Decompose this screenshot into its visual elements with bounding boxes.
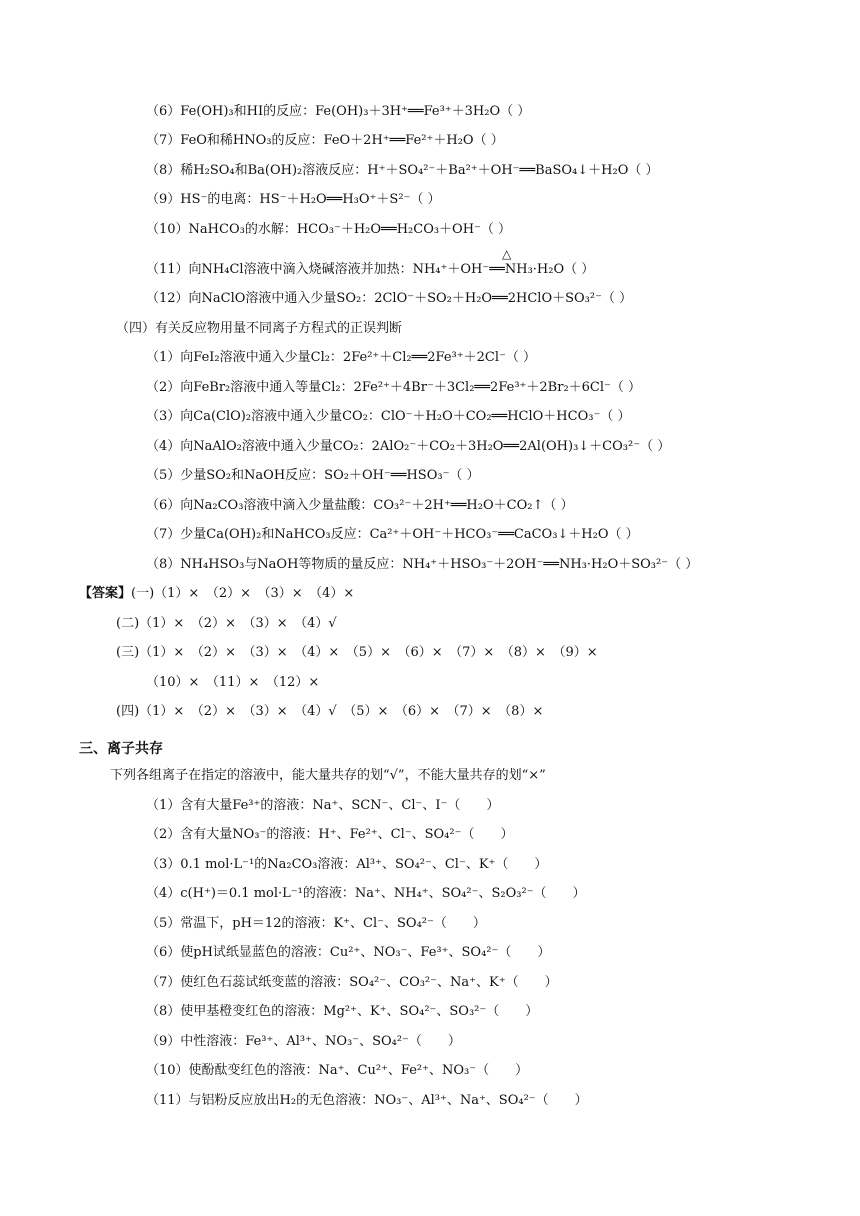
coexistence-item-6: （6）使pH试纸显蓝色的溶液：Cu²⁺、NO₃⁻、Fe³⁺、SO₄²⁻（ ） bbox=[146, 945, 551, 960]
section3-heading: 三、离子共存 bbox=[79, 741, 163, 757]
answer-block-line-1 bbox=[79, 584, 354, 604]
equation-item-4-7: （7）少量Ca(OH)₂和NaHCO₃反应：Ca²⁺＋OH⁻＋HCO₃⁻══CaCO₃↓＋H₂O（ ） bbox=[146, 527, 639, 542]
equation-item-3-7: （7）FeO和稀HNO₃的反应：FeO＋2H⁺══Fe²⁺＋H₂O（ ） bbox=[146, 133, 504, 148]
coexistence-item-10: （10）使酚酞变红色的溶液：Na⁺、Cu²⁺、Fe²⁺、NO₃⁻（ ） bbox=[146, 1063, 529, 1078]
equation-item-3-10: （10）NaHCO₃的水解：HCO₃⁻＋H₂O══H₂CO₃＋OH⁻（ ） bbox=[146, 222, 512, 237]
equation-item-3-6: （6）Fe(OH)₃和HI的反应：Fe(OH)₃＋3H⁺══Fe³⁺＋3H₂O（ ） bbox=[146, 104, 531, 119]
coexistence-item-8: （8）使甲基橙变红色的溶液：Mg²⁺、K⁺、SO₄²⁻、SO₃²⁻（ ） bbox=[146, 1004, 539, 1019]
coexistence-item-11: （11）与铝粉反应放出H₂的无色溶液：NO₃⁻、Al³⁺、Na⁺、SO₄²⁻（ ） bbox=[146, 1093, 588, 1108]
equation-item-4-1: （1）向FeI₂溶液中通入少量Cl₂：2Fe²⁺＋Cl₂══2Fe³⁺＋2Cl⁻（ ） bbox=[146, 350, 536, 365]
equation-item-4-8: （8）NH₄HSO₃与NaOH等物质的量反应：NH₄⁺＋HSO₃⁻＋2OH⁻══NH₃·H₂O＋SO₃²⁻（ ） bbox=[146, 557, 699, 572]
coexistence-item-4: （4）c(H⁺)＝0.1 mol·L⁻¹的溶液：Na⁺、NH₄⁺、SO₄²⁻、S₂O₃²⁻（ ） bbox=[146, 886, 586, 901]
equation-item-3-11: （11）向NH₄Cl溶液中滴入烧碱溶液并加热：NH₄⁺＋OH⁻══NH₃·H₂O（ ） bbox=[146, 262, 595, 277]
answer-label: 【答案】 bbox=[79, 586, 132, 601]
coexistence-item-2: （2）含有大量NO₃⁻的溶液：H⁺、Fe²⁺、Cl⁻、SO₄²⁻（ ） bbox=[146, 827, 514, 842]
answer-part2: (二)（1）× （2）× （3）× （4）√ bbox=[116, 616, 337, 631]
section3-intro: 下列各组离子在指定的溶液中，能大量共存的划“√”，不能大量共存的划“×” bbox=[110, 768, 546, 783]
equation-item-3-9: （9）HS⁻的电离：HS⁻＋H₂O══H₃O⁺＋S²⁻（ ） bbox=[146, 192, 441, 207]
answer-part3: (三)（1）× （2）× （3）× （4）× （5）× （6）× （7）× （8）× （9）× bbox=[116, 645, 598, 660]
equation-item-4-4: （4）向NaAlO₂溶液中通入少量CO₂：2AlO₂⁻＋CO₂＋3H₂O══2Al(OH)₃↓＋CO₃²⁻（ ） bbox=[146, 439, 671, 454]
answer-part4: (四)（1）× （2）× （3）× （4）√ （5）× （6）× （7）× （8）× bbox=[116, 704, 544, 719]
coexistence-item-5: （5）常温下，pH＝12的溶液：K⁺、Cl⁻、SO₄²⁻（ ） bbox=[146, 916, 486, 931]
equation-item-4-3: （3）向Ca(ClO)₂溶液中通入少量CO₂：ClO⁻＋H₂O＋CO₂══HClO＋HCO₃⁻（ ） bbox=[146, 409, 631, 424]
coexistence-item-7: （7）使红色石蕊试纸变蓝的溶液：SO₄²⁻、CO₃²⁻、Na⁺、K⁺（ ） bbox=[146, 975, 558, 990]
answer-part1: (一)（1）× （2）× （3）× （4）× bbox=[131, 586, 355, 601]
answer-part3-continued: （10）× （11）× （12）× bbox=[146, 675, 320, 690]
heating-delta-icon: △ bbox=[502, 247, 512, 261]
equation-item-4-6: （6）向Na₂CO₃溶液中滴入少量盐酸：CO₃²⁻＋2H⁺══H₂O＋CO₂↑（ ） bbox=[146, 498, 574, 513]
equation-item-3-12: （12）向NaClO溶液中通入少量SO₂：2ClO⁻＋SO₂＋H₂O══2HClO＋SO₃²⁻（ ） bbox=[146, 291, 633, 306]
equation-item-4-2: （2）向FeBr₂溶液中通入等量Cl₂：2Fe²⁺＋4Br⁻＋3Cl₂══2Fe³⁺＋2Br₂＋6Cl⁻（ ） bbox=[146, 380, 642, 395]
coexistence-item-9: （9）中性溶液：Fe³⁺、Al³⁺、NO₃⁻、SO₄²⁻（ ） bbox=[146, 1034, 461, 1049]
part4-heading: （四）有关反应物用量不同离子方程式的正误判断 bbox=[116, 321, 403, 336]
equation-item-4-5: （5）少量SO₂和NaOH反应：SO₂＋OH⁻══HSO₃⁻（ ） bbox=[146, 468, 480, 483]
coexistence-item-3: （3）0.1 mol·L⁻¹的Na₂CO₃溶液：Al³⁺、SO₄²⁻、Cl⁻、K⁺（ ） bbox=[146, 857, 548, 872]
coexistence-item-1: （1）含有大量Fe³⁺的溶液：Na⁺、SCN⁻、Cl⁻、I⁻（ ） bbox=[146, 798, 500, 813]
equation-item-3-8: （8）稀H₂SO₄和Ba(OH)₂溶液反应：H⁺＋SO₄²⁻＋Ba²⁺＋OH⁻══BaSO₄↓＋H₂O（ ） bbox=[146, 163, 659, 178]
